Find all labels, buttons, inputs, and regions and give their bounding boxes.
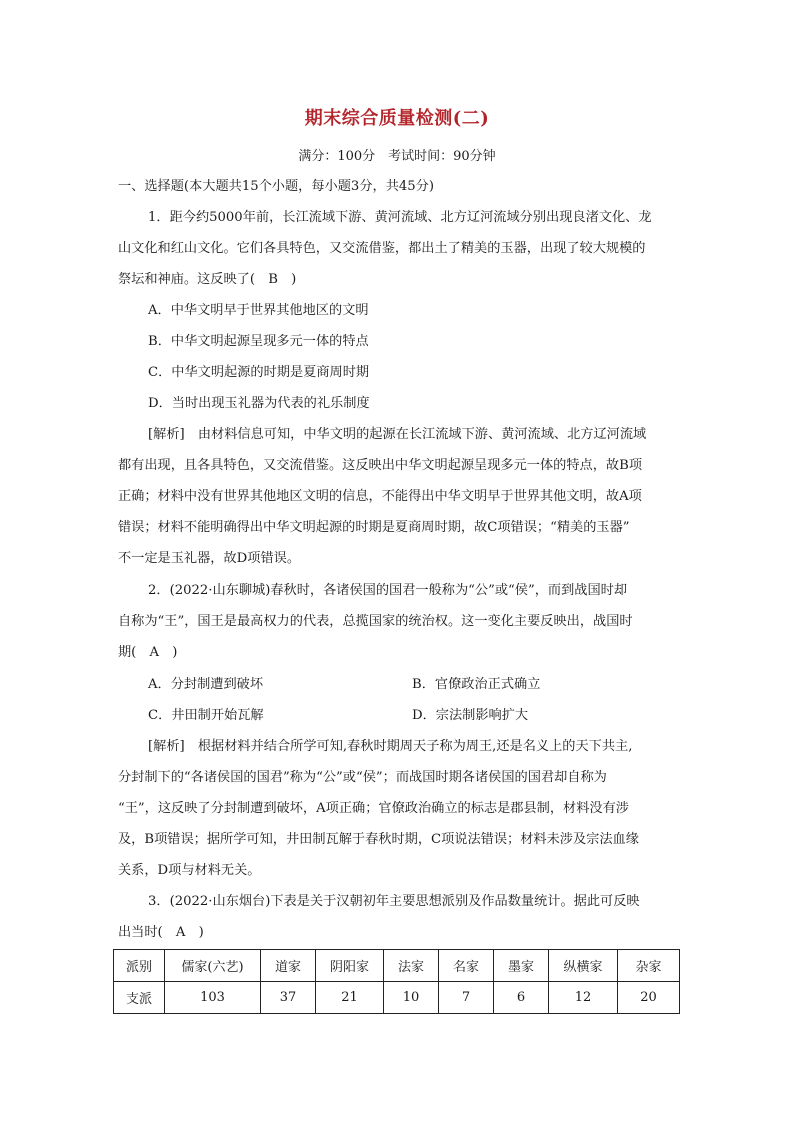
table-cell: 10 (384, 982, 439, 1014)
question-2-line: 自称为“王”，国王是最高权力的代表，总揽国家的统治权。这一变化主要反映出，战国时 (118, 614, 633, 629)
question-1-option: B．中华文明起源呈现多元一体的特点 (148, 334, 369, 349)
table-row (114, 982, 680, 1014)
question-1-analysis: 都有出现，且各具特色，又交流借鉴。这反映出中华文明起源呈现多元一体的特点，故B项 (118, 458, 642, 473)
table-cell: 阴阳家 (316, 950, 384, 982)
table-cell: 法家 (384, 950, 439, 982)
question-1-option: A．中华文明早于世界其他地区的文明 (148, 303, 369, 318)
question-1-analysis: [解析] 由材料信息可知，中华文明的起源在长江流域下游、黄河流域、北方辽河流域 (148, 427, 647, 442)
question-2-analysis: “王”，这反映了分封制遭到破坏，A项正确；官僚政治确立的标志是郡县制，材料没有涉 (118, 801, 629, 816)
question-1-line: 祭坛和神庙。这反映了( B ) (118, 272, 297, 287)
question-1-option: C．中华文明起源的时期是夏商周时期 (148, 365, 370, 380)
table-row (114, 950, 680, 982)
question-3-line: 出当时( A ) (118, 925, 204, 940)
question-1-line: 1．距今约5000年前，长江流域下游、黄河流域、北方辽河流域分别出现良渚文化、龙 (148, 210, 652, 225)
table-cell: 儒家(六艺) (165, 950, 261, 982)
question-2-line: 期( A ) (118, 645, 178, 660)
table-cell: 12 (549, 982, 618, 1014)
table-cell: 21 (316, 982, 384, 1014)
question-2-option: A．分封制遭到破坏 (148, 677, 264, 692)
question-3-line: 3．(2022·山东烟台)下表是关于汉朝初年主要思想派别及作品数量统计。据此可反映 (148, 894, 640, 909)
table-cell: 103 (165, 982, 261, 1014)
question-2-option: C．井田制开始瓦解 (148, 708, 264, 723)
question-2-analysis: [解析] 根据材料并结合所学可知,春秋时期周天子称为周王,还是名义上的天下共主, (148, 739, 633, 754)
table-cell: 支派 (114, 982, 165, 1014)
table-cell: 墨家 (494, 950, 549, 982)
table-cell: 20 (618, 982, 680, 1014)
table-cell: 7 (439, 982, 494, 1014)
table-cell: 派别 (114, 950, 165, 982)
question-1-line: 山文化和红山文化。它们各具特色，又交流借鉴，都出土了精美的玉器，出现了较大规模的 (118, 241, 646, 256)
question-2-option: D．宗法制影响扩大 (412, 708, 529, 723)
question-2-analysis: 及，B项错误；据所学可知，井田制瓦解于春秋时期，C项说法错误；材料未涉及宗法血缘 (118, 832, 639, 847)
table-cell: 37 (261, 982, 316, 1014)
page-title: 期末综合质量检测(二) (304, 108, 490, 129)
question-1-option: D．当时出现玉礼器为代表的礼乐制度 (148, 396, 370, 411)
table-cell: 纵横家 (549, 950, 618, 982)
exam-info: 满分：100分 考试时间：90分钟 (298, 149, 496, 164)
table-cell: 道家 (261, 950, 316, 982)
question-2-line: 2．(2022·山东聊城)春秋时，各诸侯国的国君一般称为“公”或“侯”，而到战国时却 (148, 583, 628, 598)
question-2-analysis: 关系，D项与材料无关。 (118, 863, 261, 878)
question-1-analysis: 正确；材料中没有世界其他地区文明的信息，不能得出中华文明早于世界其他文明，故A项 (118, 489, 642, 504)
section-heading: 一、选择题(本大题共15个小题，每小题3分，共45分) (118, 179, 434, 194)
table-cell: 6 (494, 982, 549, 1014)
school-stats-table (113, 949, 680, 1014)
question-1-analysis: 不一定是玉礼器，故D项错误。 (118, 551, 301, 566)
question-1-analysis: 错误；材料不能明确得出中华文明起源的时期是夏商周时期，故C项错误；“精美的玉器” (118, 520, 630, 535)
question-2-option: B．官僚政治正式确立 (412, 677, 541, 692)
question-2-analysis: 分封制下的“各诸侯国的国君”称为“公”或“侯”；而战国时期各诸侯国的国君却自称为 (118, 770, 607, 785)
table-cell: 名家 (439, 950, 494, 982)
table-cell: 杂家 (618, 950, 680, 982)
